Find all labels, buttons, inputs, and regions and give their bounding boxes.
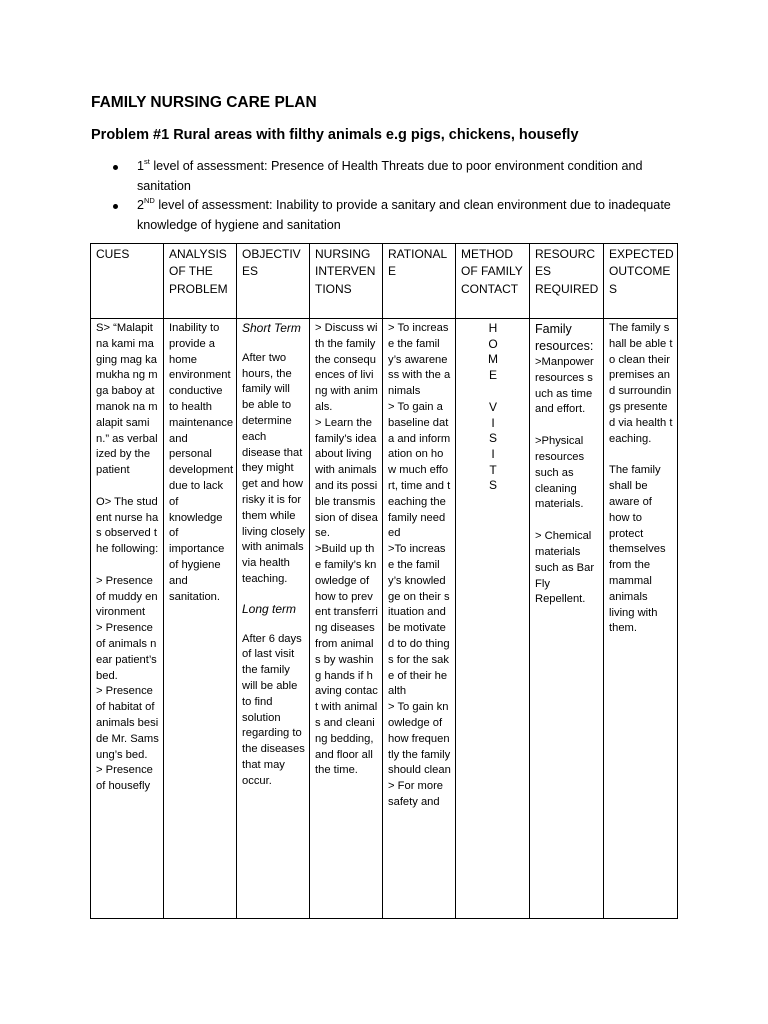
assessment-level-suffix: ND	[144, 195, 155, 205]
short-term-text: After two hours, the family will be able to determine each disease that they might get and how risky it is for them while living closely with animals via health teaching.	[242, 351, 305, 585]
header-analysis: ANALYSIS OF THE PROBLEM	[164, 244, 237, 319]
assessment-text: level of assessment: Inability to provide a sanitary and clean environment due to inadequate knowledge of hygiene and sanitation	[137, 198, 671, 232]
header-resources: RESOURC ES REQUIRED	[530, 244, 604, 319]
cell-method	[456, 319, 530, 919]
cell-cues: S> “Malapit na kami maging mag kamukha ng mga baboy at manok na malapit samin.” as verbalized by the patient O> The student nurse has observed the following: > Presence of muddy environment > Presence of animals near patient’s bed. > Presence of habitat of animals beside Mr. Samsung’s bed. > Presence of housefly	[91, 319, 164, 919]
cell-outcome	[604, 319, 678, 919]
table-header-row	[91, 244, 678, 319]
cell-analysis: Inability to provide a home environment conductive to health maintenance and personal development due to lack of knowledge of importance of hygiene and sanitation.	[164, 319, 237, 919]
assessment-list	[113, 157, 673, 235]
header-rationale: RATIONAL E	[383, 244, 456, 319]
assessment-item-first	[113, 157, 673, 196]
cell-objectives	[237, 319, 310, 919]
family-resources-text: >Manpower resources such as time and effort.	[535, 356, 594, 416]
assessment-text: level of assessment: Presence of Health Threats due to poor environment condition and sanitation	[137, 159, 643, 193]
method-letter: M	[488, 352, 498, 367]
short-term-label: Short Term	[242, 321, 301, 335]
header-objectives: OBJECTIV ES	[237, 244, 310, 319]
assessment-level-number: 1	[137, 159, 145, 173]
long-term-text: After 6 days of last visit the family will be able to find solution regarding to the diseases that may occur.	[242, 632, 305, 787]
table-row	[91, 319, 678, 919]
outcome-second: The family shall be aware of how to protect themselves from the mammal animals living with them.	[609, 464, 666, 635]
header-outcome: EXPECTED OUTCOME S	[604, 244, 678, 319]
method-letter: V	[488, 399, 497, 414]
header-method: METHOD OF FAMILY CONTACT	[456, 244, 530, 319]
family-resources-label: Family resources:	[535, 322, 594, 353]
method-letter: I	[491, 446, 495, 461]
cell-rationale: > To increase the family’s awareness with the animals > To gain a baseline data and information on how much effort, time and teaching the family needed >To increase the family’s knowledge on their situation and be motivated to do things for the sake of their health > To gain knowledge of how frequently the family should clean > For more safety and	[383, 319, 456, 919]
header-cues: CUES	[91, 244, 164, 319]
method-letter: S	[488, 431, 497, 446]
bullet-icon	[113, 165, 118, 170]
document-title: FAMILY NURSING CARE PLAN	[91, 94, 317, 111]
care-plan-table	[90, 243, 678, 919]
method-letter	[461, 384, 525, 400]
chemical-resources-text: > Chemical materials such as Bar Fly Repellent.	[535, 530, 595, 606]
method-letter: E	[488, 368, 497, 383]
long-term-label: Long term	[242, 601, 297, 616]
assessment-level-suffix: st	[144, 156, 150, 166]
assessment-level-number: 2	[137, 198, 145, 212]
method-letter: O	[488, 336, 498, 351]
bullet-icon	[113, 204, 118, 209]
header-interventions: NURSING INTERVEN TIONS	[310, 244, 383, 319]
method-letter: H	[488, 321, 498, 335]
cell-interventions: > Discuss with the family the consequences of living with animals. > Learn the family’s idea about living with animals and its possible transmission of disease. >Build up the family’s knowledge of how to prevent transferring diseases from animals by washing hands if having contact with animals and cleaning bedding, and floor all the time.	[310, 319, 383, 919]
method-letter: S	[488, 478, 497, 493]
cell-resources	[530, 319, 604, 919]
outcome-first: The family shall be able to clean their premises and surroundings presented via health teaching.	[609, 322, 673, 445]
method-letter: I	[491, 415, 495, 430]
problem-heading: Problem #1 Rural areas with filthy animals e.g pigs, chickens, housefly	[91, 127, 579, 143]
physical-resources-text: >Physical resources such as cleaning materials.	[535, 435, 585, 511]
assessment-item-second	[113, 196, 673, 235]
method-letter: T	[489, 462, 497, 477]
